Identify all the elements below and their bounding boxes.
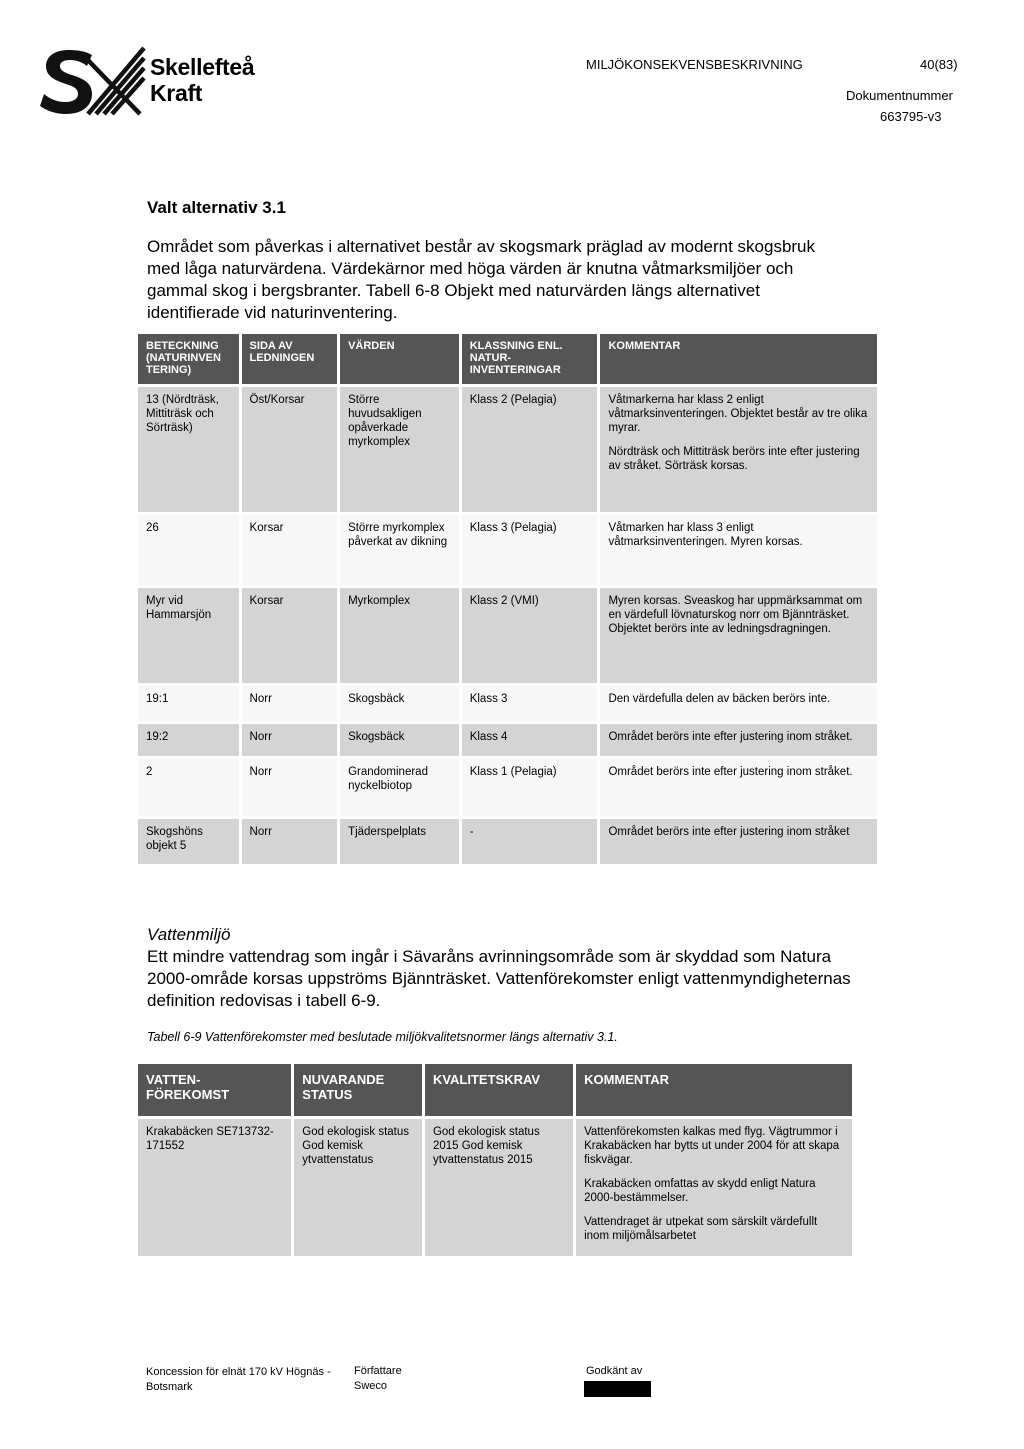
cell-side: Korsar <box>242 588 338 683</box>
table-row <box>138 819 877 864</box>
header-classification: KLASSNING ENL. NATUR-INVENTERINGAR <box>462 334 598 384</box>
cell-class: Klass 4 <box>462 724 598 756</box>
comment-paragraph-2: Nördträsk och Mittiträsk berörs inte efter justering av stråket. Sörträsk korsas. <box>608 446 860 472</box>
logo-text <box>150 54 254 106</box>
cell-values: Myrkomplex <box>340 588 459 683</box>
cell-class: Klass 2 (Pelagia) <box>462 387 598 512</box>
header-values: VÄRDEN <box>340 334 459 384</box>
cell-id: 19:1 <box>138 686 239 721</box>
cell-side: Norr <box>242 819 338 864</box>
cell-values: Grandominerad nyckelbiotop <box>340 759 459 816</box>
cell-id: 19:2 <box>138 724 239 756</box>
footer-approved-label: Godkänt av <box>586 1365 643 1377</box>
footer-concession: Koncession för elnät 170 kV Högnäs - Botsmark <box>146 1366 331 1393</box>
cell-side: Norr <box>242 686 338 721</box>
cell-values: Skogsbäck <box>340 686 459 721</box>
table-caption: Tabell 6-9 Vattenförekomster med beslutade miljökvalitetsnormer längs alternativ 3.1. <box>147 1030 618 1044</box>
table-row <box>138 1119 852 1256</box>
document-number-label: Dokumentnummer <box>846 88 953 103</box>
cell-values: Skogsbäck <box>340 724 459 756</box>
section-title: Valt alternativ 3.1 <box>147 198 286 217</box>
section-intro: Området som påverkas i alternativet består av skogsmark präglad av modernt skogsbruk med låga naturvärdena. Värdekärnor med höga värden är knutna våtmarksmiljöer och gammal skog i bergsbranter. Tabell 6-8 Objekt med naturvärden längs alternativet identifierade vid naturinventering. <box>147 237 816 322</box>
cell-quality: God ekologisk status 2015 God kemisk ytvattenstatus 2015 <box>425 1119 573 1256</box>
water-heading: Vattenmiljö <box>147 925 231 944</box>
footer-author: Sweco <box>354 1380 388 1392</box>
cell-id: 13 (Nördträsk, Mittiträsk och Sörträsk) <box>138 387 239 512</box>
cell-comment <box>600 387 877 512</box>
cell-comment: Myren korsas. Sveaskog har uppmärksammat om en värdefull lövnaturskog norr om Bjännträsket. Objektet berörs inte av ledningsdragningen. <box>600 588 877 683</box>
header-water-body: VATTEN-FÖREKOMST <box>138 1064 291 1116</box>
cell-id: Myr vid Hammarsjön <box>138 588 239 683</box>
cell-class: Klass 3 (Pelagia) <box>462 515 598 585</box>
cell-values: Större myrkomplex påverkat av dikning <box>340 515 459 585</box>
cell-side: Korsar <box>242 515 338 585</box>
cell-side: Öst/Korsar <box>242 387 338 512</box>
table-row <box>138 724 877 756</box>
cell-comment <box>576 1119 852 1256</box>
footer-author-label: Författare <box>354 1365 402 1377</box>
table-row <box>138 686 877 721</box>
header-current-status: NUVARANDE STATUS <box>294 1064 422 1116</box>
cell-class: - <box>462 819 598 864</box>
cell-values: Tjäderspelplats <box>340 819 459 864</box>
table-row <box>138 759 877 816</box>
page-number: 40(83) <box>920 57 958 72</box>
comment-paragraph: Våtmarkerna har klass 2 enligt våtmarksinventeringen. Objektet består av tre olika myrar. <box>608 394 868 434</box>
cell-class: Klass 3 <box>462 686 598 721</box>
skelleftea-kraft-logo <box>40 44 150 116</box>
comment-paragraph-3: Vattendraget är utpekat som särskilt värdefullt inom miljömålsarbetet <box>584 1216 818 1242</box>
document-title: MILJÖKONSEKVENSBESKRIVNING <box>586 57 803 72</box>
logo-line-2: Kraft <box>150 80 203 106</box>
table-row <box>138 387 877 512</box>
cell-water-body: Krakabäcken SE713732-171552 <box>138 1119 291 1256</box>
header-comment: KOMMENTAR <box>576 1064 852 1116</box>
cell-id: 26 <box>138 515 239 585</box>
cell-comment: Den värdefulla delen av bäcken berörs inte. <box>600 686 877 721</box>
redacted-signature <box>584 1381 651 1397</box>
comment-paragraph-2: Krakabäcken omfattas av skydd enligt Natura 2000-bestämmelser. <box>584 1178 816 1204</box>
table-row <box>138 588 877 683</box>
header-comment: KOMMENTAR <box>600 334 877 384</box>
cell-side: Norr <box>242 724 338 756</box>
table-row <box>138 515 877 585</box>
logo-line-1: Skellefteå <box>150 54 255 80</box>
cell-comment: Våtmarken har klass 3 enligt våtmarksinventeringen. Myren korsas. <box>600 515 877 585</box>
cell-side: Norr <box>242 759 338 816</box>
cell-id: 2 <box>138 759 239 816</box>
cell-id: Skogshöns objekt 5 <box>138 819 239 864</box>
comment-paragraph: Vattenförekomsten kalkas med flyg. Vägtrummor i Krakabäcken har bytts ut under 2004 för att skapa fiskvägar. <box>584 1126 840 1166</box>
cell-comment: Området berörs inte efter justering inom stråket <box>600 819 877 864</box>
nature-values-table <box>135 331 880 867</box>
cell-status: God ekologisk status God kemisk ytvattenstatus <box>294 1119 422 1256</box>
water-text: Ett mindre vattendrag som ingår i Sävaråns avrinningsområde som är skyddad som Natura 2000-område korsas uppströms Bjännträsket. Vattenförekomster enligt vattenmyndigheternas definition redovisas i tabell 6-9. <box>147 947 851 1010</box>
header-quality-requirement: KVALITETSKRAV <box>425 1064 573 1116</box>
header-side: SIDA AV LEDNINGEN <box>242 334 338 384</box>
document-number-value: 663795-v3 <box>880 109 942 124</box>
cell-class: Klass 2 (VMI) <box>462 588 598 683</box>
cell-comment: Området berörs inte efter justering inom stråket. <box>600 759 877 816</box>
cell-class: Klass 1 (Pelagia) <box>462 759 598 816</box>
header-designation: BETECKNING (NATURINVEN TERING) <box>138 334 239 384</box>
water-bodies-table <box>135 1061 855 1259</box>
cell-comment: Området berörs inte efter justering inom stråket. <box>600 724 877 756</box>
cell-values: Större huvudsakligen opåverkade myrkomplex <box>340 387 459 512</box>
